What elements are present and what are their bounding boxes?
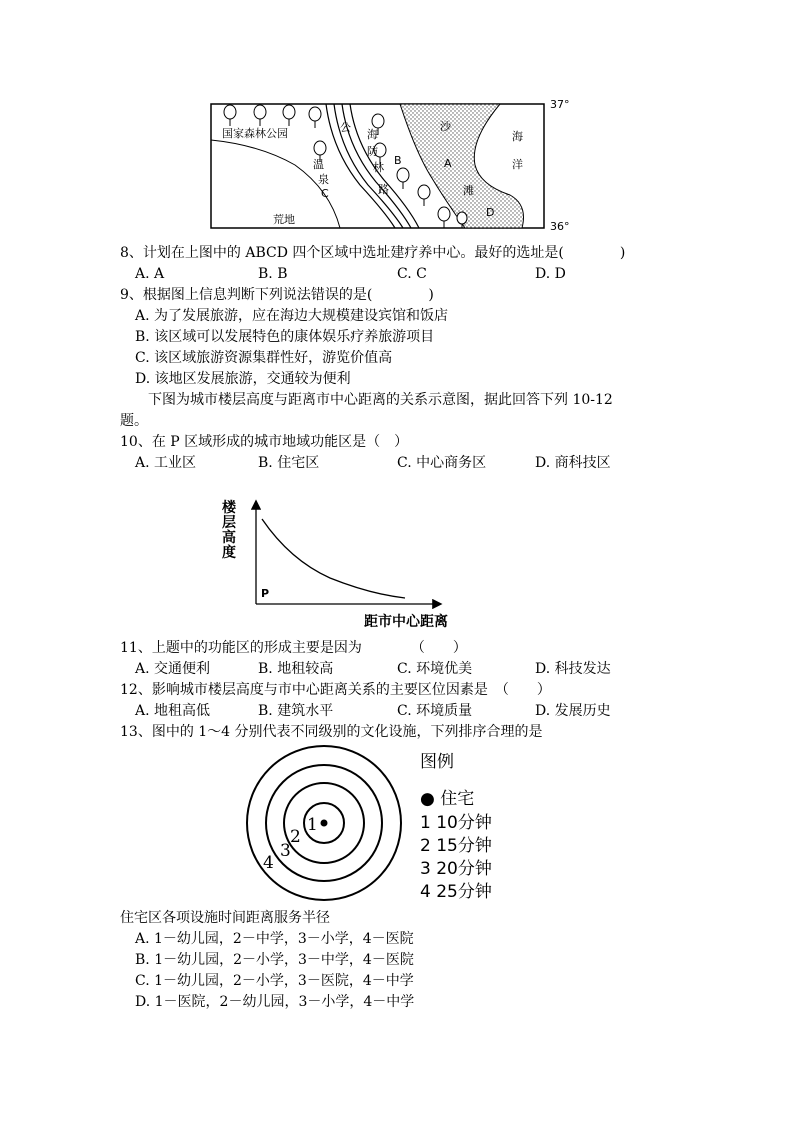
lat-bottom-label: 36° xyxy=(550,220,570,233)
area-b-label: B xyxy=(394,154,402,167)
ring-label-3: 3 xyxy=(280,841,291,861)
hot-spring-label-1: 温 xyxy=(313,158,324,171)
beach-label: 滩 xyxy=(463,184,474,197)
y-axis-label-3: 高 xyxy=(222,530,236,546)
ring-label-1: 1 xyxy=(307,815,318,835)
question-13-option-b: B. 1－幼儿园，2－小学，3－中学，4－医院 xyxy=(135,952,414,968)
question-11-option-d: D. 科技发达 xyxy=(535,661,611,677)
road-label: 公 xyxy=(340,121,351,134)
hot-spring-label-2: 泉 xyxy=(318,173,329,186)
legend-item-4: 4 25分钟 xyxy=(420,882,492,902)
question-10-option-d: D. 商科技区 xyxy=(535,455,611,471)
question-12-stem: 12、影响城市楼层高度与市中心距离关系的主要区位因素是 （ ） xyxy=(120,682,551,698)
y-axis-label-4: 度 xyxy=(222,545,236,561)
road-label-2: 路 xyxy=(378,183,389,196)
ocean-label-1: 海 xyxy=(512,130,523,143)
sand-label: 沙 xyxy=(440,120,451,133)
question-8-option-a: A. A xyxy=(135,266,165,282)
question-11-option-a: A. 交通便利 xyxy=(135,661,211,677)
y-axis-label-1: 楼 xyxy=(222,500,236,516)
y-axis-label-2: 层 xyxy=(222,515,236,531)
question-11-option-c: C. 环境优美 xyxy=(397,661,473,677)
lat-top-label: 37° xyxy=(550,98,570,111)
question-9-option-b: B. 该区域可以发展特色的康体娱乐疗养旅游项目 xyxy=(135,329,435,345)
question-12-option-d: D. 发展历史 xyxy=(535,703,611,719)
question-10-option-b: B. 住宅区 xyxy=(258,455,320,471)
question-9-option-d: D. 该地区发展旅游，交通较为便利 xyxy=(135,371,351,387)
point-p-label: P xyxy=(261,587,270,600)
question-9-option-a: A. 为了发展旅游，应在海边大规模建设宾馆和饭店 xyxy=(135,308,449,324)
question-11-stem: 11、上题中的功能区的形成主要是因为 （ ） xyxy=(120,640,467,656)
area-d-label: D xyxy=(486,206,495,219)
legend-item-3: 3 20分钟 xyxy=(420,859,492,879)
question-13-option-a: A. 1－幼儿园，2－中学，3－小学，4－医院 xyxy=(135,931,414,947)
question-12-option-a: A. 地租高低 xyxy=(135,703,211,719)
question-10-option-a: A. 工业区 xyxy=(135,455,197,471)
question-13-option-c: C. 1－幼儿园，2－小学，3－医院，4－中学 xyxy=(135,973,414,989)
question-12-option-c: C. 环境质量 xyxy=(397,703,473,719)
question-8-option-c: C. C xyxy=(397,266,427,282)
question-11-option-b: B. 地租较高 xyxy=(258,661,334,677)
question-9-stem: 9、根据图上信息判断下列说法错误的是( ) xyxy=(120,287,434,303)
question-13-stem: 13、图中的 1～4 分别代表不同级别的文化设施，下列排序合理的是 xyxy=(120,724,543,740)
ocean-label-2: 洋 xyxy=(512,158,523,171)
legend-item-residence: ● 住宅 xyxy=(420,789,475,809)
question-13-option-d: D. 1－医院，2－幼儿园，3－小学，4－中学 xyxy=(135,994,415,1010)
question-8-stem: 8、计划在上图中的 ABCD 四个区域中选址建疗养中心。最好的选址是( ) xyxy=(120,245,626,261)
intro-paragraph-line-2: 题。 xyxy=(120,413,148,429)
residence-dot xyxy=(321,820,328,827)
question-8-option-d: D. D xyxy=(535,266,566,282)
intro-paragraph-line-1: 下图为城市楼层高度与距离市中心距离的关系示意图，据此回答下列 10-12 xyxy=(148,392,613,408)
question-10-stem: 10、在 P 区域形成的城市地域功能区是（ ） xyxy=(120,434,409,450)
ring-label-2: 2 xyxy=(290,827,301,847)
legend-item-2: 2 15分钟 xyxy=(420,836,492,856)
question-8-option-b: B. B xyxy=(258,266,288,282)
question-13-caption: 住宅区各项设施时间距离服务半径 xyxy=(120,910,330,926)
area-a-label: A xyxy=(444,157,452,170)
question-10-option-c: C. 中心商务区 xyxy=(397,455,487,471)
question-9-option-c: C. 该区域旅游资源集群性好，游览价值高 xyxy=(135,350,393,366)
area-c-label: C xyxy=(321,187,329,200)
shelter-forest-label-2: 防 xyxy=(367,145,378,158)
x-axis-label: 距市中心距离 xyxy=(364,614,448,630)
ring-label-4: 4 xyxy=(263,853,274,873)
wasteland-label: 荒地 xyxy=(273,213,295,226)
shelter-forest-label-3: 林 xyxy=(373,161,384,174)
forest-park-label: 国家森林公园 xyxy=(222,127,288,140)
shelter-forest-label-1: 海 xyxy=(367,128,378,141)
question-12-option-b: B. 建筑水平 xyxy=(258,703,334,719)
legend-item-1: 1 10分钟 xyxy=(420,813,492,833)
legend-title: 图例 xyxy=(420,752,454,772)
